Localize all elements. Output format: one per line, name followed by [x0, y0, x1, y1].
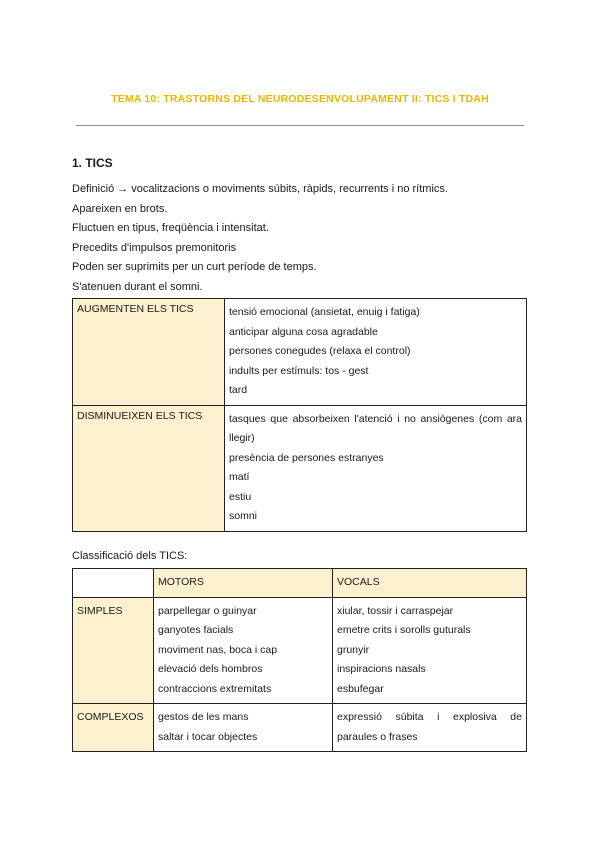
text-line: Fluctuen en tipus, freqüència i intensitat.: [72, 222, 269, 234]
table-row: [73, 405, 527, 531]
text-line: Precedits d'impulsos premonitoris: [72, 241, 237, 254]
decrease-label-cell: DISMINUEIXEN ELS TICS: [73, 405, 225, 531]
table-row: [73, 299, 527, 406]
list-item: persones conegudes (relaxa el control): [229, 345, 411, 357]
tic-classification-table: [72, 568, 527, 752]
list-item: emetre crits i sorolls guturals: [337, 624, 471, 636]
list-item: indults per estímuls: tos - gest: [229, 364, 369, 377]
document-title: TEMA 10: TRASTORNS DEL NEURODESENVOLUPAMENT II: TICS I TDAH: [111, 93, 489, 105]
definition-lines: [72, 180, 448, 297]
text-line: Apareixen en brots.: [72, 202, 168, 215]
table-row: [73, 704, 527, 752]
classification-caption: Classificació dels TICS:: [72, 550, 188, 562]
list-item: gestos de les mans: [158, 711, 249, 723]
increase-label-cell: AUGMENTEN ELS TICS: [73, 299, 225, 406]
complex-label: COMPLEXOS: [77, 711, 144, 723]
list-item: saltar i tocar objectes: [158, 730, 258, 743]
list-item: moviment nas, boca i cap: [158, 643, 278, 656]
title-divider: [76, 125, 524, 126]
list-item: expressió súbita i explosiva de paraules o frases: [337, 711, 522, 743]
simple-label-cell: SIMPLES: [73, 597, 154, 704]
list-item: esbufegar: [337, 682, 384, 695]
simple-motors-cell: [154, 597, 333, 704]
list-item: presència de persones estranyes: [229, 451, 384, 464]
text-line: Definició → vocalitzacions o moviments súbits, ràpids, recurrents i no rítmics.: [72, 183, 448, 195]
complex-motors-cell: [154, 704, 333, 752]
decrease-items-cell: [225, 405, 527, 531]
list-item: tasques que absorbeixen l'atenció i no ansiògenes (com ara llegir): [229, 412, 522, 444]
section-heading: 1. TICS: [72, 156, 113, 170]
list-item: inspiracions nasals: [337, 663, 426, 675]
list-item: parpellegar o guinyar: [158, 604, 257, 617]
empty-corner-cell: [73, 569, 154, 598]
header-vocals: VOCALS: [333, 569, 527, 598]
tic-factors-table: [72, 298, 527, 532]
list-item: elevació dels hombros: [158, 663, 263, 675]
list-item: somni: [229, 510, 258, 522]
complex-label-cell: [73, 704, 154, 752]
list-item: contraccions extremitats: [158, 682, 272, 695]
text-line: Poden ser suprimits per un curt període de temps.: [72, 261, 317, 273]
list-item: ganyotes facials: [158, 624, 234, 636]
list-item: tensió emocional (ansietat, enuig i fatiga): [229, 306, 420, 318]
increase-items-cell: [225, 299, 527, 406]
list-item: matí: [229, 471, 250, 483]
table-header-row: [73, 569, 527, 598]
list-item: xiular, tossir i carraspejar: [337, 604, 454, 617]
table-row: [73, 597, 527, 704]
list-item: grunyir: [337, 643, 370, 656]
list-item: anticipar alguna cosa agradable: [229, 325, 378, 338]
list-item: estiu: [229, 490, 252, 503]
simple-vocals-cell: [333, 597, 527, 704]
header-motors: MOTORS: [154, 569, 333, 598]
text-line: S'atenuen durant el somni.: [72, 280, 203, 293]
list-item: tard: [229, 384, 248, 396]
complex-vocals-cell: [333, 704, 527, 752]
